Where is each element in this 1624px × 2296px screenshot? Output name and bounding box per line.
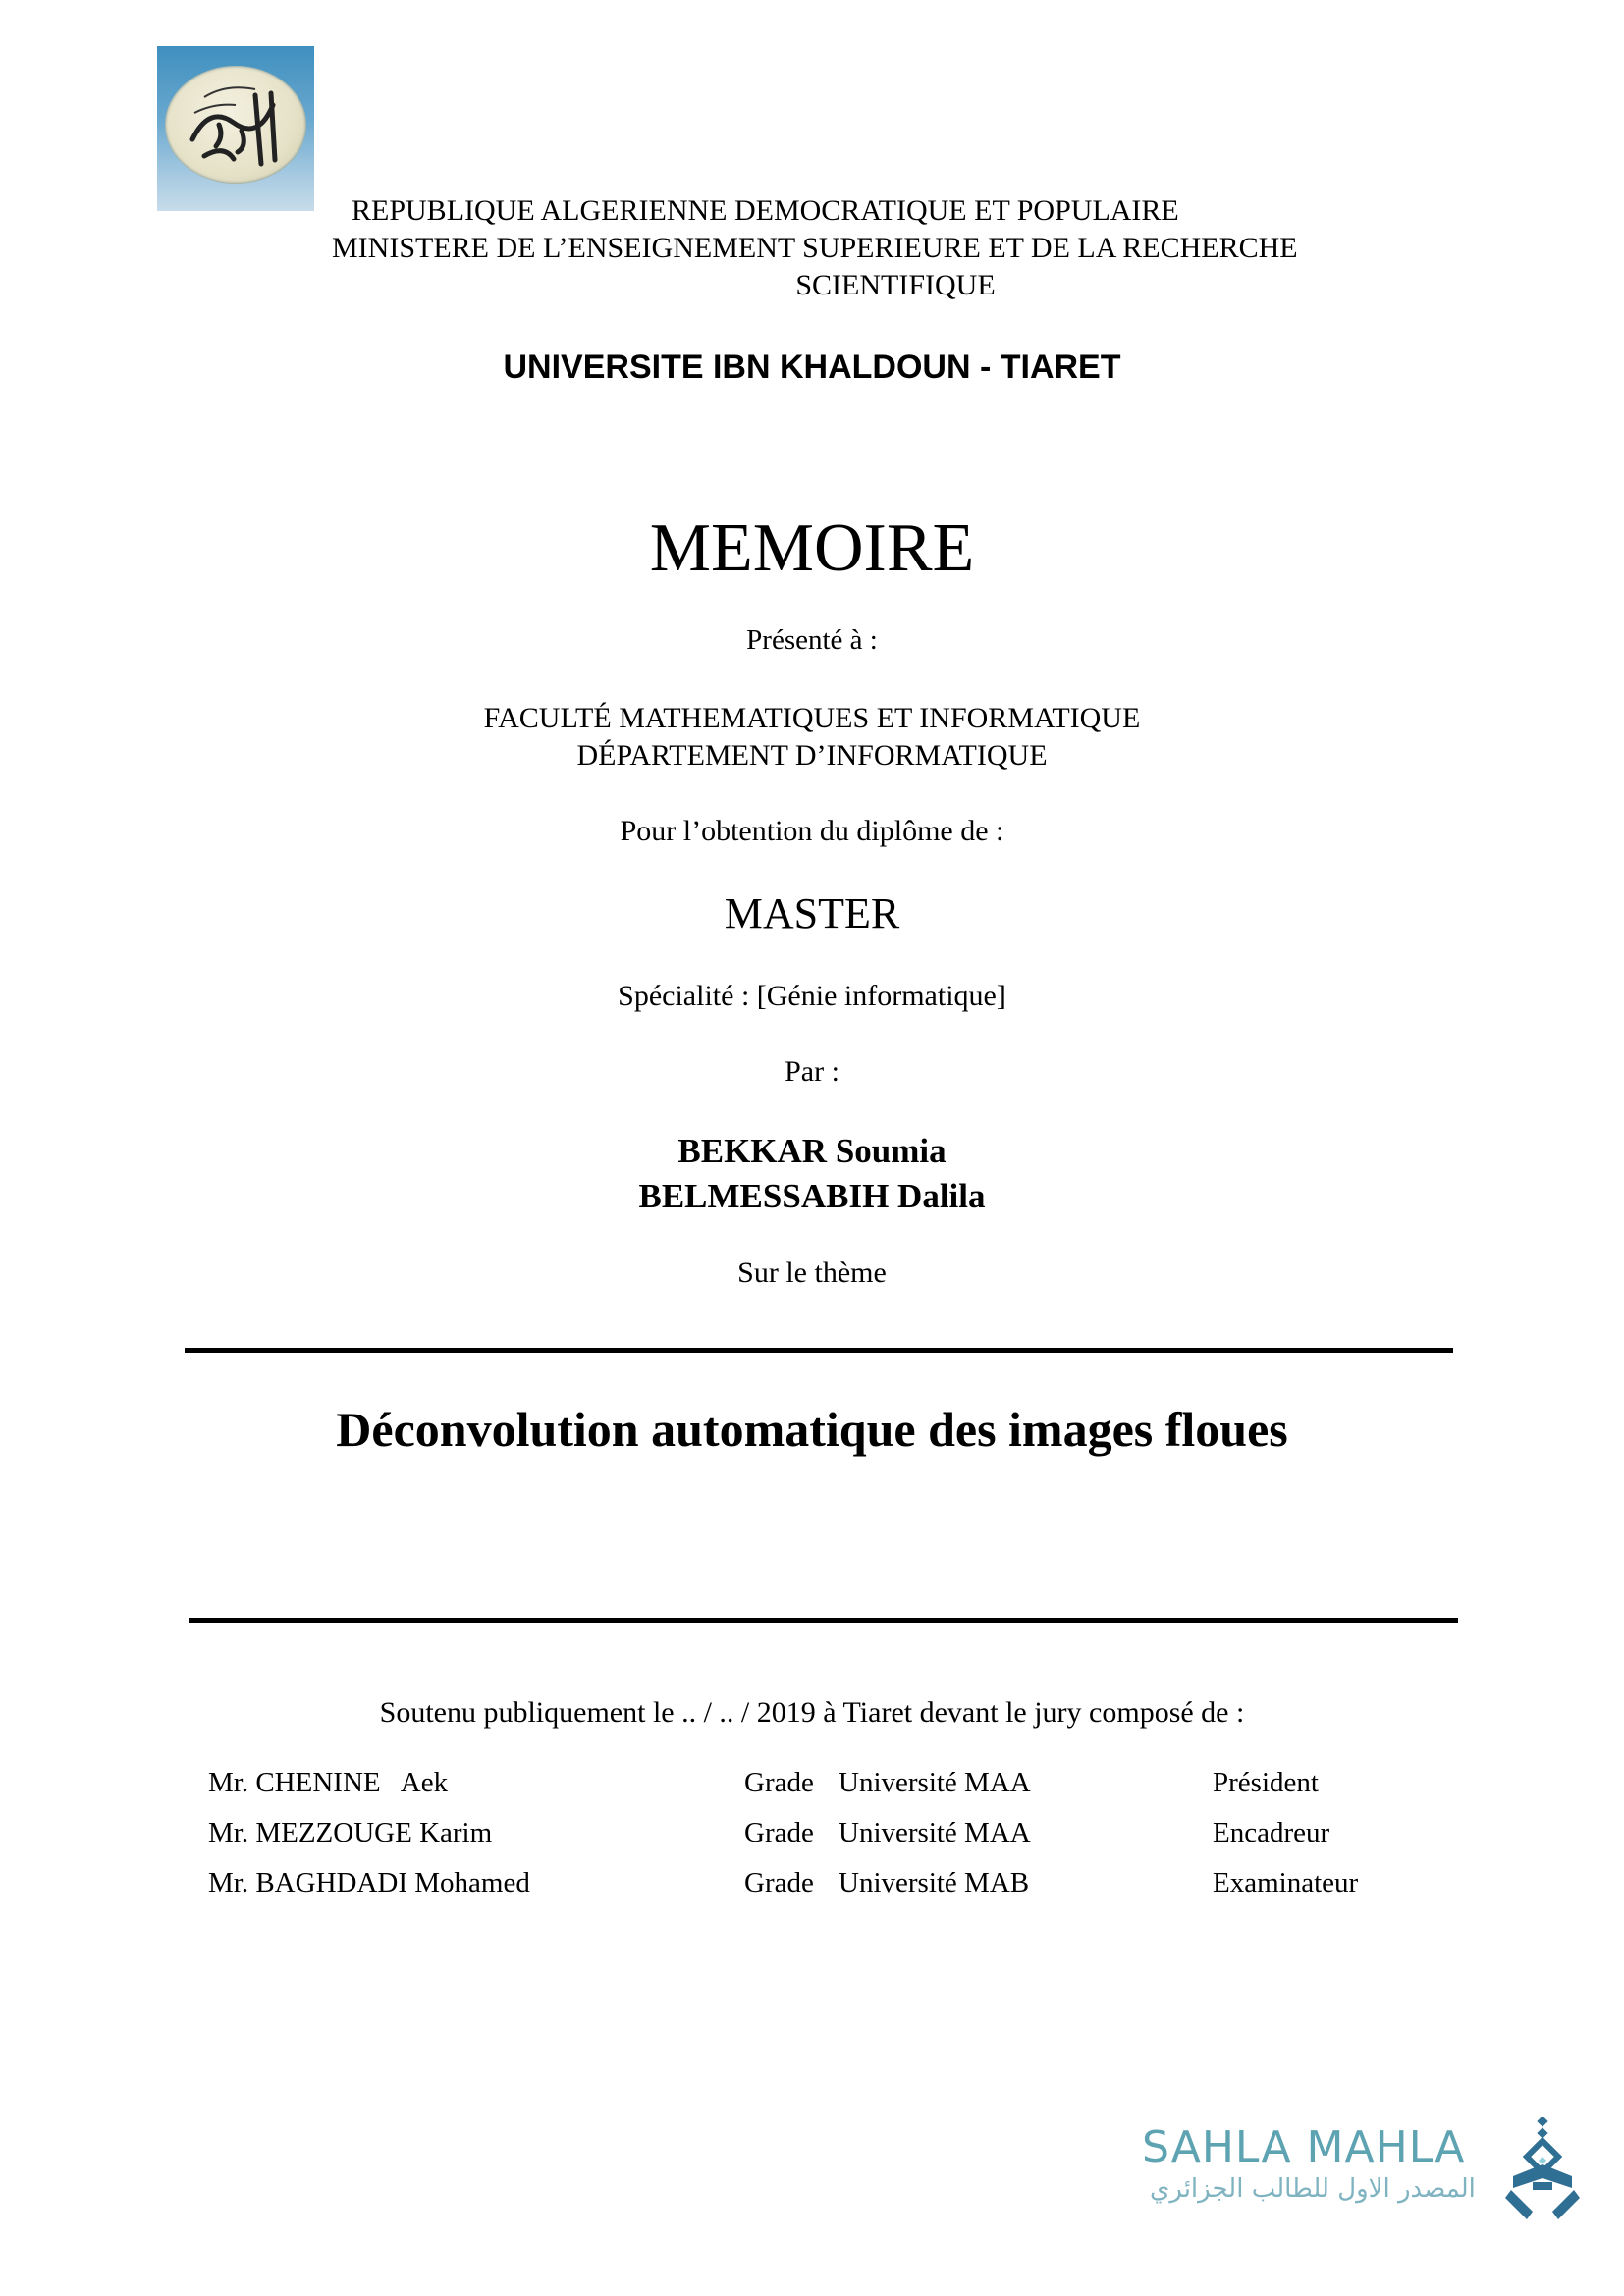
jury-role: Examinateur: [1213, 1867, 1359, 1898]
jury-name: Mr. CHENINE Aek: [208, 1767, 449, 1798]
faculty-block: [0, 700, 1624, 774]
jury-grade: Grade: [744, 1817, 814, 1848]
divider-bottom: [189, 1618, 1458, 1623]
degree-name: MASTER: [724, 889, 900, 937]
department-name: DÉPARTEMENT D’INFORMATIQUE: [576, 739, 1048, 772]
jury-grade: Grade: [744, 1767, 814, 1798]
defense-statement: Soutenu publiquement le .. / .. / 2019 à Tiaret devant le jury composé de :: [379, 1696, 1245, 1729]
jury-role: Encadreur: [1213, 1817, 1330, 1848]
faculty-name: FACULTÉ MATHEMATIQUES ET INFORMATIQUE: [483, 702, 1141, 734]
theme-label: Sur le thème: [737, 1256, 887, 1289]
jury-university: Université MAA: [839, 1817, 1031, 1848]
jury-grade: Grade: [744, 1867, 814, 1898]
university-logo: [157, 46, 314, 211]
ministry-line: MINISTERE DE L’ENSEIGNEMENT SUPERIEURE ET DE LA RECHERCHE: [332, 232, 1298, 264]
jury-name: Mr. BAGHDADI Mohamed: [208, 1867, 530, 1898]
republic-line: REPUBLIQUE ALGERIENNE DEMOCRATIQUE ET POPULAIRE: [352, 194, 1179, 227]
brand-emblem-icon: [1503, 2117, 1582, 2225]
jury-role: Président: [1213, 1767, 1319, 1798]
jury-name: Mr. MEZZOUGE Karim: [208, 1817, 493, 1848]
degree-label: Pour l’obtention du diplôme de :: [620, 815, 1004, 847]
jury-row: [208, 1767, 1485, 1806]
author-name: BELMESSABIH Dalila: [638, 1177, 986, 1215]
specialty: Spécialité : [Génie informatique]: [618, 980, 1006, 1012]
brand-name: SAHLA MAHLA: [1142, 2122, 1466, 2172]
presented-to-label: Présenté à :: [746, 624, 878, 656]
by-label: Par :: [785, 1055, 839, 1088]
thesis-title: Déconvolution automatique des images floues: [336, 1402, 1288, 1457]
ministry-line-continued: SCIENTIFIQUE: [795, 269, 996, 301]
sahla-mahla-watermark: [1142, 2123, 1584, 2221]
brand-tagline: المصدر الاول للطالب الجزائري: [1150, 2174, 1476, 2204]
jury-row: [208, 1867, 1485, 1906]
jury-university: Université MAB: [839, 1867, 1030, 1898]
seal-icon: [165, 66, 306, 184]
jury-row: [208, 1817, 1485, 1856]
jury-university: Université MAA: [839, 1767, 1031, 1798]
document-type: MEMOIRE: [649, 510, 975, 586]
divider-top: [185, 1348, 1453, 1353]
author-name: BEKKAR Soumia: [677, 1132, 947, 1170]
university-name: UNIVERSITE IBN KHALDOUN - TIARET: [503, 348, 1121, 386]
authors-list: [0, 1129, 1624, 1219]
